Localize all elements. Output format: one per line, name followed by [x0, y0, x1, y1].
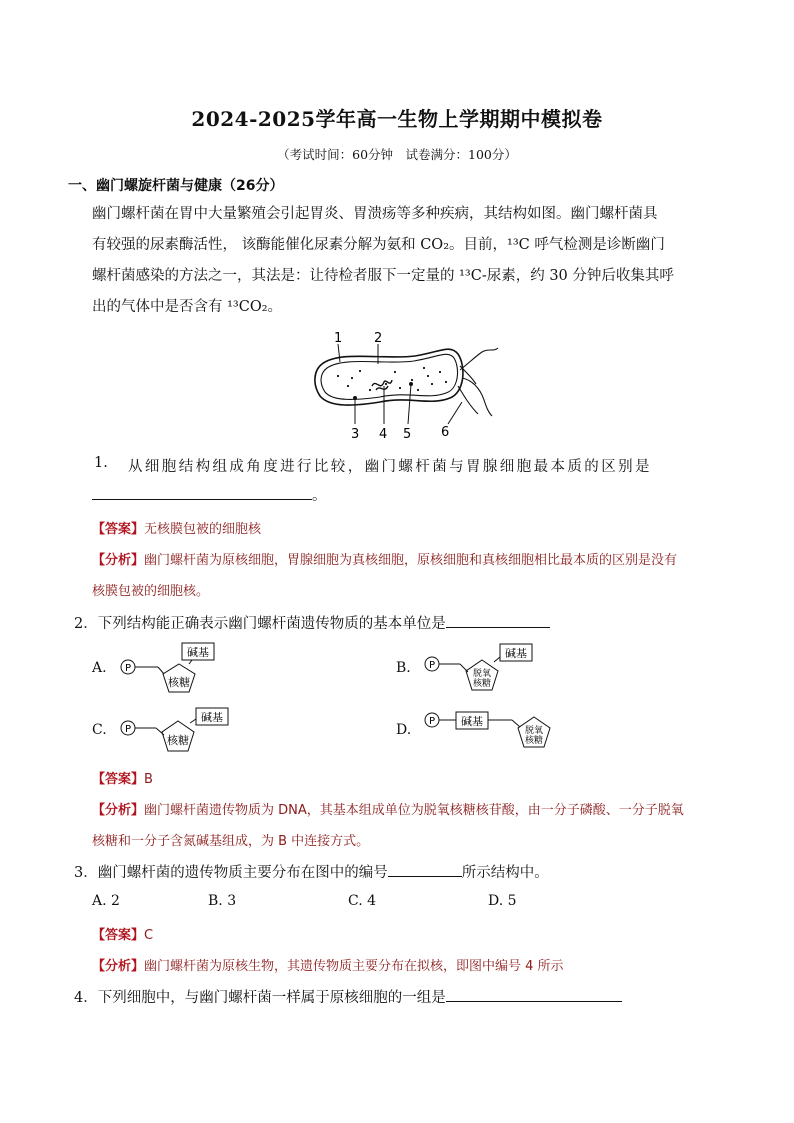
- option-d-label: D.: [396, 722, 412, 738]
- q3-stem: [74, 861, 549, 882]
- option-d-diagram[interactable]: [420, 705, 560, 765]
- option-c-label: C.: [92, 722, 107, 738]
- option-b-label: B.: [396, 660, 411, 676]
- figure-label-2: 2: [374, 331, 383, 346]
- analysis-tag: 【分析】: [92, 553, 145, 568]
- q1-end: 。: [312, 488, 327, 504]
- q1-answer: [92, 518, 261, 537]
- intro-paragraph: [92, 199, 724, 323]
- q3-analysis: [92, 955, 564, 974]
- sugar-label: 核糖: [168, 676, 190, 689]
- analysis-text: 幽门螺杆菌为原核细胞，胃腺细胞为真核细胞，原核细胞和真核细胞相比最本质的区别是没有: [144, 553, 678, 568]
- analysis-tag: 【分析】: [92, 959, 145, 974]
- q4-answer-blank[interactable]: [446, 986, 622, 1002]
- sugar-label-2: 核糖: [524, 736, 544, 746]
- intro-line: 有较强的尿素酶活性， 该酶能催化尿素分解为氨和 CO₂。目前，¹³C 呼气检测是诊断幽门: [92, 237, 665, 253]
- phosphate-label: P: [428, 716, 436, 727]
- leader-line-6: [448, 402, 462, 424]
- q2-answer: [92, 768, 153, 787]
- answer-tag: 【答案】: [92, 522, 145, 537]
- sugar-label-2: 核糖: [472, 679, 492, 689]
- q3-option-d[interactable]: D. 5: [488, 893, 517, 909]
- q3-answer-blank[interactable]: [388, 861, 462, 877]
- intro-line: 出的气体中是否含有 ¹³CO₂。: [92, 299, 283, 315]
- q3-text: 3．幽门螺杆菌的遗传物质主要分布在图中的编号: [74, 865, 388, 881]
- figure-label-5: 5: [403, 427, 412, 442]
- q4-stem: [74, 986, 622, 1007]
- analysis-text: 幽门螺杆菌遗传物质为 DNA，其基本组成单位为脱氧核糖核苷酸，由一分子磷酸、一分子脱氧: [144, 803, 684, 818]
- q1-answer-blank[interactable]: [92, 484, 312, 500]
- q4-text: 4．下列细胞中，与幽门螺杆菌一样属于原核细胞的一组是: [74, 990, 446, 1006]
- answer-tag: 【答案】: [92, 772, 145, 787]
- q3-text-end: 所示结构中。: [461, 865, 549, 881]
- analysis-tag: 【分析】: [92, 803, 145, 818]
- intro-line: 幽门螺杆菌在胃中大量繁殖会引起胃炎、胃溃疡等多种疾病，其结构如图。幽门螺杆菌具: [92, 206, 658, 222]
- answer-text: B: [144, 772, 153, 787]
- answer-text: C: [144, 928, 154, 943]
- q2-text: 2．下列结构能正确表示幽门螺杆菌遗传物质的基本单位是: [74, 616, 446, 632]
- phosphate-label: P: [124, 663, 132, 674]
- q2-analysis-cont: [92, 830, 369, 849]
- phosphate-label: P: [428, 660, 436, 671]
- q1-analysis: [92, 549, 677, 568]
- q2-analysis: [92, 799, 684, 818]
- phosphate-label: P: [124, 724, 132, 735]
- base-label: 碱基: [201, 711, 223, 724]
- nucleoid: [372, 380, 392, 390]
- option-a-diagram[interactable]: [116, 640, 226, 700]
- cell-membrane-outline: [321, 354, 457, 399]
- q3-option-a[interactable]: A. 2: [92, 893, 120, 909]
- intro-line: 螺杆菌感染的方法之一，其法是：让待检者服下一定量的 ¹³C-尿素，约 30 分钟后收集其呼: [92, 268, 674, 284]
- sugar-label: 核糖: [167, 734, 189, 747]
- q2-answer-blank[interactable]: [446, 612, 550, 628]
- q3-option-b[interactable]: B. 3: [208, 893, 237, 909]
- base-label: 碱基: [461, 715, 483, 728]
- answer-tag: 【答案】: [92, 928, 145, 943]
- page-title: 2024-2025学年高一生物上学期期中模拟卷: [191, 107, 603, 131]
- analysis-text: 核膜包被的细胞核。: [92, 584, 210, 599]
- figure-label-4: 4: [379, 427, 388, 442]
- option-a-label: A.: [92, 660, 107, 676]
- ribosome-dots: [337, 367, 447, 391]
- figure-label-1: 1: [334, 331, 343, 346]
- analysis-text: 幽门螺杆菌为原核生物，其遗传物质主要分布在拟核，即图中编号 4 所示: [144, 959, 564, 974]
- base-label: 碱基: [187, 646, 209, 659]
- q3-option-c[interactable]: C. 4: [348, 893, 377, 909]
- cell-wall-outline: [315, 349, 463, 405]
- q1-analysis-cont: [92, 580, 209, 599]
- figure-label-3: 3: [351, 427, 360, 442]
- base-label: 碱基: [505, 647, 527, 660]
- leader-line-5: [408, 384, 411, 424]
- option-b-diagram[interactable]: [420, 640, 540, 700]
- section-heading: 一、幽门螺旋杆菌与健康（26分）: [68, 178, 284, 194]
- q3-answer: [92, 924, 153, 943]
- q1-blank-line: [92, 484, 327, 505]
- q1-number: 1.: [94, 455, 108, 471]
- q2-stem: [74, 612, 550, 633]
- analysis-text: 核糖和一分子含氮碱基组成，为 B 中连接方式。: [92, 834, 370, 849]
- q1-text: 从细胞结构组成角度进行比较，幽门螺杆菌与胃腺细胞最本质的区别是: [128, 459, 652, 475]
- bacterium-diagram: [300, 326, 520, 446]
- sugar-label-1: 脱氧: [472, 669, 492, 679]
- option-c-diagram[interactable]: [116, 705, 236, 765]
- sugar-label-1: 脱氧: [524, 726, 544, 736]
- flagella: [458, 348, 498, 416]
- exam-info: （考试时间：60分钟 试卷满分：100分）: [277, 147, 517, 162]
- answer-text: 无核膜包被的细胞核: [144, 522, 262, 537]
- leader-line-1: [338, 344, 340, 362]
- figure-label-6: 6: [441, 425, 450, 440]
